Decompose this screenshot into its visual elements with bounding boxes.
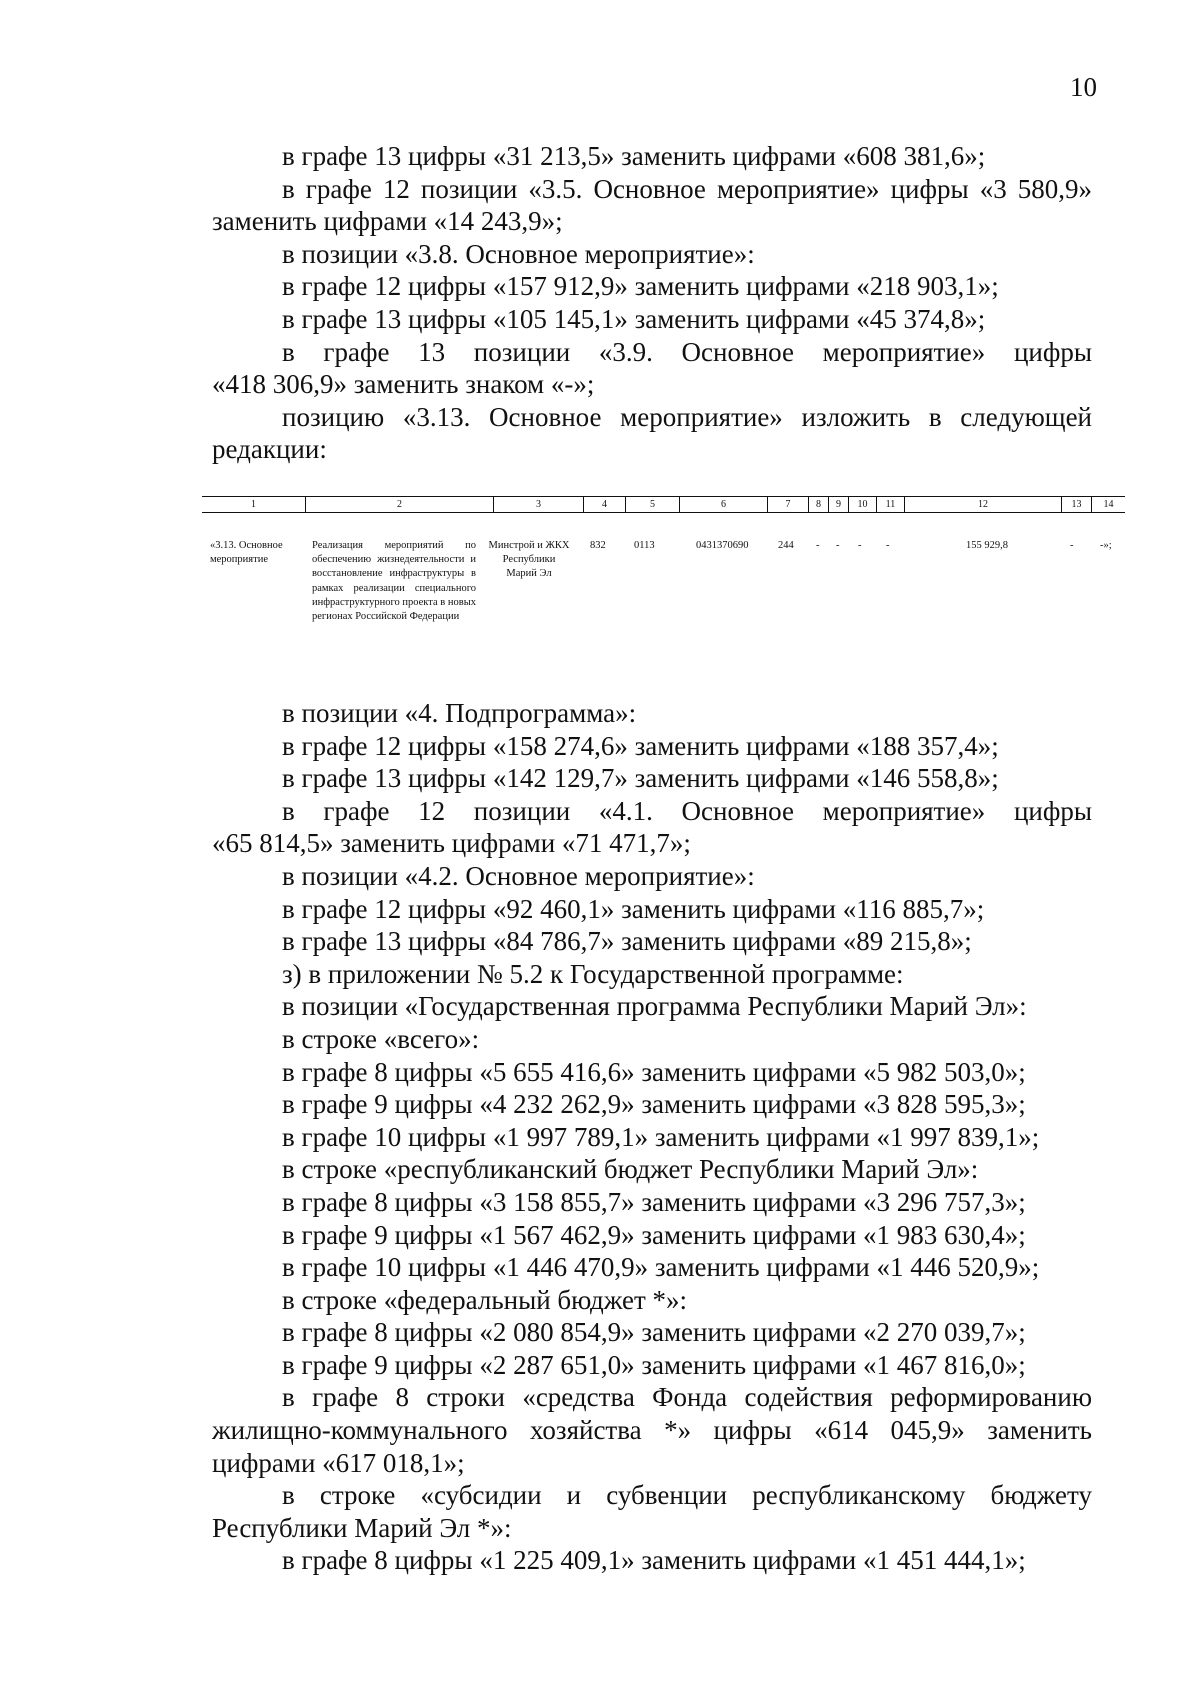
cell-executor: Минстрой и ЖКХ Республики Марий Эл — [488, 540, 570, 580]
text-line: в графе 13 позиции «3.9. Основное мероприятие» цифры — [282, 336, 1092, 367]
amendments-block-2 — [212, 697, 1092, 1577]
text-line: в строке «субсидии и субвенции республиканскому бюджету — [282, 1480, 1092, 1511]
column-number: 11 — [876, 497, 904, 512]
cell-col-8: - — [816, 540, 820, 551]
text-line: в графе 8 строки «средства Фонда содействия реформированию — [282, 1382, 1092, 1413]
cell-col-4: 832 — [590, 540, 606, 551]
column-number: 5 — [625, 497, 679, 512]
text-line: в позиции «4.2. Основное мероприятие»: — [282, 860, 755, 891]
column-number: 9 — [828, 497, 848, 512]
text-line: в графе 13 цифры «84 786,7» заменить цифрами «89 215,8»; — [282, 926, 972, 957]
cell-position: «3.13. Основное мероприятие — [210, 540, 283, 566]
text-line: заменить цифрами «14 243,9»; — [212, 206, 563, 237]
column-number: 14 — [1091, 497, 1125, 512]
text-line: в графе 12 цифры «92 460,1» заменить цифрами «116 885,7»; — [282, 893, 985, 924]
text-line: в позиции «Государственная программа Республики Марий Эл»: — [282, 991, 1027, 1022]
text-line: в графе 9 цифры «4 232 262,9» заменить цифрами «3 828 595,3»; — [282, 1089, 1026, 1120]
text-line: в графе 9 цифры «1 567 462,9» заменить цифрами «1 983 630,4»; — [282, 1219, 1026, 1250]
column-number: 13 — [1061, 497, 1091, 512]
cell-description: Реализация мероприятий по обеспечению жизнедеятельности и восстановление инфраструктуры в рамках реализации специального инфраструктурного проекта в новых регионах Российской Федерации — [312, 540, 476, 623]
cell-col-14: -»; — [1100, 540, 1112, 551]
text-line: в графе 8 цифры «3 158 855,7» заменить цифрами «3 296 757,3»; — [282, 1186, 1026, 1217]
text-line: в графе 8 цифры «1 225 409,1» заменить цифрами «1 451 444,1»; — [282, 1545, 1026, 1576]
text-line: в графе 8 цифры «5 655 416,6» заменить цифрами «5 982 503,0»; — [282, 1056, 1026, 1087]
inserted-table — [202, 496, 1125, 683]
cell-col-9: - — [836, 540, 840, 551]
cell-col-10: - — [858, 540, 862, 551]
text-line: Республики Марий Эл *»: — [212, 1512, 512, 1543]
text-line: в строке «республиканский бюджет Республики Марий Эл»: — [282, 1154, 979, 1185]
text-line: в графе 12 позиции «4.1. Основное мероприятие» цифры — [282, 795, 1092, 826]
column-number: 4 — [583, 497, 625, 512]
text-line: жилищно-коммунального хозяйства *» цифры «614 045,9» заменить — [212, 1415, 1092, 1446]
text-line: позицию «3.13. Основное мероприятие» изложить в следующей — [282, 401, 1092, 432]
column-number: 7 — [767, 497, 808, 512]
table-row — [202, 513, 1125, 683]
text-line: в графе 13 цифры «142 129,7» заменить цифрами «146 558,8»; — [282, 763, 999, 794]
page-number: 10 — [1070, 72, 1097, 102]
amendments-block-1 — [212, 140, 1092, 466]
text-line: з) в приложении № 5.2 к Государственной программе: — [282, 958, 904, 989]
text-line: в графе 10 цифры «1 997 789,1» заменить цифрами «1 997 839,1»; — [282, 1121, 1040, 1152]
text-line: в графе 13 цифры «105 145,1» заменить цифрами «45 374,8»; — [282, 303, 986, 334]
text-line: «65 814,5» заменить цифрами «71 471,7»; — [212, 828, 691, 859]
text-line: в строке «всего»: — [282, 1023, 480, 1054]
text-line: в позиции «4. Подпрограмма»: — [282, 698, 637, 728]
column-number: 10 — [848, 497, 876, 512]
cell-col-6: 0431370690 — [696, 540, 749, 551]
cell-col-7: 244 — [778, 540, 794, 551]
text-line: в позиции «3.8. Основное мероприятие»: — [282, 238, 755, 269]
text-line: в строке «федеральный бюджет *»: — [282, 1284, 688, 1315]
column-number: 3 — [493, 497, 583, 512]
text-line: в графе 12 цифры «157 912,9» заменить цифрами «218 903,1»; — [282, 271, 999, 302]
text-line: в графе 12 цифры «158 274,6» заменить цифрами «188 357,4»; — [282, 730, 999, 761]
cell-col-11: - — [886, 540, 890, 551]
text-line: в графе 8 цифры «2 080 854,9» заменить цифрами «2 270 039,7»; — [282, 1317, 1026, 1348]
text-line: в графе 10 цифры «1 446 470,9» заменить цифрами «1 446 520,9»; — [282, 1252, 1040, 1283]
text-line: цифрами «617 018,1»; — [212, 1447, 465, 1478]
table-header-row — [202, 496, 1125, 513]
text-line: в графе 12 позиции «3.5. Основное мероприятие» цифры «3 580,9» — [282, 173, 1092, 204]
text-line: редакции: — [212, 434, 327, 465]
cell-col-12: 155 929,8 — [966, 540, 1008, 551]
column-number: 1 — [251, 499, 256, 510]
column-number: 8 — [808, 497, 828, 512]
text-line: в графе 9 цифры «2 287 651,0» заменить цифрами «1 467 816,0»; — [282, 1349, 1026, 1380]
cell-col-5: 0113 — [634, 540, 655, 551]
column-number: 12 — [904, 497, 1061, 512]
column-number: 2 — [305, 497, 493, 512]
text-line: в графе 13 цифры «31 213,5» заменить цифрами «608 381,6»; — [282, 141, 986, 171]
text-line: «418 306,9» заменить знаком «-»; — [212, 369, 595, 400]
cell-col-13: - — [1070, 540, 1074, 551]
column-number: 6 — [679, 497, 767, 512]
